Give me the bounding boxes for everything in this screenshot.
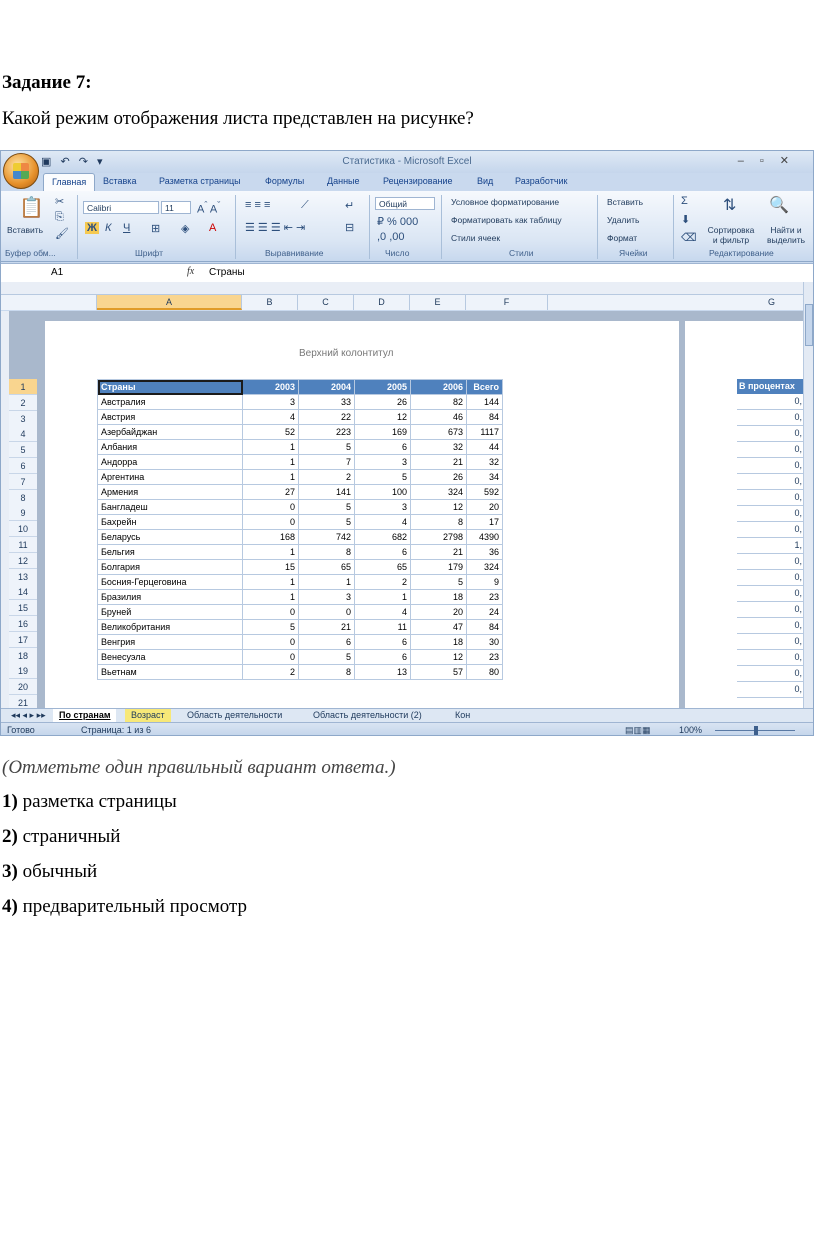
g-cell[interactable]: 0,: [737, 442, 803, 458]
table-cell[interactable]: 6: [299, 635, 355, 650]
table-row: [98, 425, 503, 440]
table-cell[interactable]: 1: [299, 575, 355, 590]
table-cell[interactable]: 8: [411, 515, 467, 530]
borders-icon[interactable]: ⊞: [151, 223, 161, 235]
table-cell[interactable]: Венесуэла: [98, 650, 243, 665]
column-headers: [1, 295, 813, 310]
answer-option-number: 4): [2, 896, 18, 917]
g-cell[interactable]: 0,: [737, 618, 803, 634]
row-header[interactable]: 14: [9, 584, 37, 600]
grow-font-icon[interactable]: $A^ˆ$ $A^ˇ$: [197, 200, 221, 216]
font-color-icon[interactable]: A: [209, 222, 217, 234]
table-cell[interactable]: Бангладеш: [98, 500, 243, 515]
row-header[interactable]: 6: [9, 458, 37, 474]
table-cell[interactable]: Болгария: [98, 560, 243, 575]
table-cell[interactable]: Венгрия: [98, 635, 243, 650]
format-painter-icon[interactable]: 🖌: [55, 228, 69, 240]
table-cell[interactable]: 21: [411, 545, 467, 560]
table-cell[interactable]: 223: [299, 425, 355, 440]
tab-insert[interactable]: Вставка: [103, 176, 137, 186]
g-cell[interactable]: 1,: [737, 538, 803, 554]
group-styles-label: Стили: [509, 248, 534, 258]
table-row: [98, 530, 503, 545]
g-header-cell[interactable]: В процентах: [737, 379, 803, 394]
row-header[interactable]: 9: [9, 505, 37, 521]
table-cell[interactable]: 5: [355, 470, 411, 485]
table-cell[interactable]: 1: [243, 455, 299, 470]
table-cell[interactable]: 8: [299, 545, 355, 560]
ribbon: [1, 191, 813, 262]
g-cell[interactable]: 0,: [737, 634, 803, 650]
g-cell[interactable]: 0,: [737, 586, 803, 602]
answer-option[interactable]: [2, 895, 247, 930]
table-cell[interactable]: 1: [243, 440, 299, 455]
table-row: [98, 515, 503, 530]
answer-option-number: 3): [2, 861, 18, 882]
row-header[interactable]: 10: [9, 521, 37, 537]
table-cell[interactable]: 6: [355, 545, 411, 560]
answer-option-text: разметка страницы: [17, 791, 177, 812]
table-cell[interactable]: Австралия: [98, 395, 243, 410]
table-cell[interactable]: 22: [299, 410, 355, 425]
answer-options: [2, 790, 247, 930]
paste-icon[interactable]: 📋: [19, 197, 44, 219]
table-cell[interactable]: Бельгия: [98, 545, 243, 560]
column-header-c[interactable]: C: [298, 295, 354, 310]
table-cell[interactable]: 1: [243, 575, 299, 590]
table-cell[interactable]: 26: [411, 470, 467, 485]
find-select-button[interactable]: Найти и выделить: [766, 225, 806, 245]
row-header[interactable]: 7: [9, 474, 37, 490]
table-cell[interactable]: Беларусь: [98, 530, 243, 545]
paste-button[interactable]: Вставить: [7, 225, 44, 235]
table-cell[interactable]: 47: [411, 620, 467, 635]
table-cell[interactable]: 682: [355, 530, 411, 545]
table-cell[interactable]: 44: [467, 440, 503, 455]
g-cell[interactable]: 0,: [737, 458, 803, 474]
vertical-scrollbar[interactable]: [803, 282, 813, 708]
table-row: [98, 590, 503, 605]
formula-bar: [1, 263, 813, 283]
task-title: Задание 7:: [2, 72, 92, 93]
table-cell[interactable]: 3: [355, 500, 411, 515]
header-cell[interactable]: 2004: [299, 380, 355, 395]
table-cell[interactable]: 46: [411, 410, 467, 425]
table-cell[interactable]: Албания: [98, 440, 243, 455]
currency-icon[interactable]: ₽ % 000: [377, 216, 419, 228]
sort-filter-button[interactable]: Сортировка и фильтр: [707, 225, 755, 245]
table-cell[interactable]: 6: [355, 635, 411, 650]
group-clipboard-label: Буфер обм...: [5, 248, 56, 258]
window-controls[interactable]: –▫✕: [737, 155, 805, 167]
header-cell[interactable]: 2006: [411, 380, 467, 395]
table-cell[interactable]: 21: [299, 620, 355, 635]
number-format-select[interactable]: Общий: [375, 197, 435, 210]
table-cell[interactable]: 1: [355, 590, 411, 605]
table-cell[interactable]: 82: [411, 395, 467, 410]
task-question: Какой режим отображения листа представлен на рисунке?: [2, 108, 474, 129]
g-cell[interactable]: 0,: [737, 506, 803, 522]
table-cell[interactable]: Великобритания: [98, 620, 243, 635]
table-cell[interactable]: Бразилия: [98, 590, 243, 605]
row-header[interactable]: 20: [9, 679, 37, 695]
sheet-tab-activity[interactable]: Область деятельности: [187, 710, 283, 720]
g-cell[interactable]: 0,: [737, 554, 803, 570]
table-cell[interactable]: 673: [411, 425, 467, 440]
window-title: Статистика - Microsoft Excel: [342, 156, 472, 167]
table-cell[interactable]: Бруней: [98, 605, 243, 620]
tab-view[interactable]: Вид: [477, 176, 494, 186]
table-cell[interactable]: 18: [411, 590, 467, 605]
conditional-format-button[interactable]: Условное форматирование: [451, 197, 560, 207]
table-row: [98, 575, 503, 590]
table-cell[interactable]: Вьетнам: [98, 665, 243, 680]
answer-option-text: страничный: [17, 826, 121, 847]
row-header[interactable]: 16: [9, 616, 37, 632]
table-row: [98, 500, 503, 515]
table-cell[interactable]: 0: [299, 605, 355, 620]
table-cell[interactable]: Армения: [98, 485, 243, 500]
table-cell[interactable]: 30: [467, 635, 503, 650]
table-cell[interactable]: 12: [411, 500, 467, 515]
table-cell[interactable]: 18: [411, 635, 467, 650]
table-cell[interactable]: 11: [355, 620, 411, 635]
table-cell[interactable]: 4390: [467, 530, 503, 545]
table-cell[interactable]: 9: [467, 575, 503, 590]
table-cell[interactable]: 4: [355, 515, 411, 530]
sort-filter-icon[interactable]: ⇅: [723, 197, 737, 214]
header-cell[interactable]: 2005: [355, 380, 411, 395]
column-g-cells: [737, 379, 803, 698]
table-cell[interactable]: 100: [355, 485, 411, 500]
italic-icon[interactable]: К: [105, 222, 112, 234]
table-cell[interactable]: 13: [355, 665, 411, 680]
table-cell[interactable]: 324: [467, 560, 503, 575]
row-header[interactable]: 12: [9, 553, 37, 569]
wrap-text-icon[interactable]: ↵: [345, 200, 355, 212]
g-cell[interactable]: 0,: [737, 394, 803, 410]
font-name-select[interactable]: Calibri: [83, 201, 159, 214]
table-cell[interactable]: 5: [243, 620, 299, 635]
table-cell[interactable]: 5: [299, 500, 355, 515]
fill-icon[interactable]: ⬇: [681, 214, 691, 226]
table-row: [98, 395, 503, 410]
header-cell[interactable]: Страны: [98, 380, 243, 395]
merge-icon[interactable]: ⊟: [345, 222, 355, 234]
g-cell[interactable]: 0,: [737, 570, 803, 586]
table-cell[interactable]: 742: [299, 530, 355, 545]
row-header[interactable]: 1: [9, 379, 37, 395]
status-page: Страница: 1 из 6: [81, 725, 151, 735]
table-cell[interactable]: 65: [355, 560, 411, 575]
format-table-button[interactable]: Форматировать как таблицу: [451, 215, 562, 225]
tab-page-layout[interactable]: Разметка страницы: [159, 176, 241, 186]
sheet-tabs: [1, 708, 813, 723]
horizontal-ruler: [1, 282, 813, 295]
g-cell[interactable]: 0,: [737, 474, 803, 490]
table-cell[interactable]: 4: [355, 605, 411, 620]
table-row: [98, 470, 503, 485]
answer-option-number: 1): [2, 791, 18, 812]
table-cell[interactable]: 144: [467, 395, 503, 410]
table-cell[interactable]: 21: [411, 455, 467, 470]
fill-color-icon[interactable]: ◈: [181, 223, 190, 235]
quick-access-toolbar[interactable]: ▣ ↶ ↷ ▾: [41, 156, 106, 168]
table-row: [98, 560, 503, 575]
row-header[interactable]: 4: [9, 426, 37, 442]
table-cell[interactable]: 6: [355, 440, 411, 455]
column-header-b[interactable]: B: [242, 295, 298, 310]
table-cell[interactable]: 57: [411, 665, 467, 680]
row-header[interactable]: 18: [9, 648, 37, 664]
title-bar: [1, 151, 813, 173]
table-cell[interactable]: 7: [299, 455, 355, 470]
formula-input[interactable]: Страны: [209, 267, 245, 278]
table-cell[interactable]: Австрия: [98, 410, 243, 425]
decimal-icon[interactable]: ,0 ,00: [377, 231, 405, 243]
sheet-tab-activity-2[interactable]: Область деятельности (2): [313, 710, 422, 720]
font-size-select[interactable]: 11: [161, 201, 191, 214]
table-cell[interactable]: 5: [299, 440, 355, 455]
table-header-row: [98, 380, 503, 395]
table-cell[interactable]: 0: [243, 635, 299, 650]
table-cell[interactable]: 23: [467, 650, 503, 665]
answer-option-text: обычный: [17, 861, 98, 882]
table-cell[interactable]: 168: [243, 530, 299, 545]
table-cell[interactable]: 3: [355, 455, 411, 470]
table-cell[interactable]: 12: [355, 410, 411, 425]
group-cells-label: Ячейки: [619, 248, 648, 258]
table-cell[interactable]: 84: [467, 620, 503, 635]
view-buttons-icon[interactable]: ▤▥▦: [625, 725, 651, 735]
table-row: [98, 485, 503, 500]
g-cell[interactable]: 0,: [737, 666, 803, 682]
status-ready: Готово: [7, 725, 35, 735]
copy-icon[interactable]: ⎘: [55, 211, 64, 223]
table-cell[interactable]: 24: [467, 605, 503, 620]
cut-icon[interactable]: ✂: [55, 196, 65, 208]
table-cell[interactable]: 4: [243, 410, 299, 425]
table-cell[interactable]: 592: [467, 485, 503, 500]
underline-icon[interactable]: Ч: [123, 222, 131, 234]
table-cell[interactable]: 6: [355, 650, 411, 665]
row-header[interactable]: 17: [9, 632, 37, 648]
table-cell[interactable]: 27: [243, 485, 299, 500]
table-cell[interactable]: 20: [467, 500, 503, 515]
group-font-label: Шрифт: [135, 248, 163, 258]
table-row: [98, 635, 503, 650]
tab-developer[interactable]: Разработчик: [515, 176, 568, 186]
insert-cells-button[interactable]: Вставить: [607, 197, 644, 207]
row-header[interactable]: 3: [9, 411, 37, 427]
table-cell[interactable]: 5: [411, 575, 467, 590]
table-row: [98, 605, 503, 620]
table-row: [98, 440, 503, 455]
vertical-ruler: [1, 311, 9, 708]
align-top-icon[interactable]: ≡ ≡ ≡: [245, 199, 271, 211]
delete-cells-button[interactable]: Удалить: [607, 215, 640, 225]
g-cell[interactable]: 0,: [737, 410, 803, 426]
table-row: [98, 620, 503, 635]
ribbon-tabs: [39, 173, 813, 191]
row-header[interactable]: 5: [9, 442, 37, 458]
table-cell[interactable]: 1: [243, 545, 299, 560]
g-cell[interactable]: 0,: [737, 522, 803, 538]
table-cell[interactable]: 3: [243, 395, 299, 410]
bold-icon[interactable]: Ж: [87, 222, 97, 234]
status-bar: [1, 722, 813, 736]
column-header-e[interactable]: E: [410, 295, 466, 310]
table-cell[interactable]: 2: [355, 575, 411, 590]
table-cell[interactable]: 0: [243, 650, 299, 665]
row-header[interactable]: 19: [9, 663, 37, 679]
group-alignment-label: Выравнивание: [265, 248, 324, 258]
table-cell[interactable]: 20: [411, 605, 467, 620]
office-button-icon[interactable]: [3, 153, 39, 189]
table-cell[interactable]: 179: [411, 560, 467, 575]
answer-option[interactable]: [2, 860, 247, 895]
g-cell[interactable]: 0,: [737, 682, 803, 698]
g-cell[interactable]: 0,: [737, 490, 803, 506]
table-cell[interactable]: 65: [299, 560, 355, 575]
table-cell[interactable]: 1117: [467, 425, 503, 440]
data-table: [97, 379, 503, 680]
table-cell[interactable]: 36: [467, 545, 503, 560]
tab-home[interactable]: Главная: [43, 173, 95, 191]
table-cell[interactable]: 324: [411, 485, 467, 500]
answer-option-number: 2): [2, 826, 18, 847]
zoom-level[interactable]: 100%: [679, 725, 703, 735]
g-cell[interactable]: 0,: [737, 650, 803, 666]
table-cell[interactable]: 32: [411, 440, 467, 455]
page-header[interactable]: Верхний колонтитул: [299, 348, 394, 359]
table-cell[interactable]: 0: [243, 500, 299, 515]
table-cell[interactable]: 1: [243, 470, 299, 485]
table-row: [98, 410, 503, 425]
table-cell[interactable]: 52: [243, 425, 299, 440]
tab-review[interactable]: Рецензирование: [383, 176, 453, 186]
format-cells-button[interactable]: Формат: [607, 233, 638, 243]
table-cell[interactable]: 5: [299, 650, 355, 665]
header-cell[interactable]: 2003: [243, 380, 299, 395]
answer-option-text: предварительный просмотр: [17, 896, 248, 917]
answer-option[interactable]: [2, 790, 247, 825]
sheet-tab-age[interactable]: Возраст: [125, 709, 171, 722]
table-cell[interactable]: 1: [243, 590, 299, 605]
orientation-icon[interactable]: ⟋: [301, 199, 309, 211]
table-cell[interactable]: Аргентина: [98, 470, 243, 485]
g-cell[interactable]: 0,: [737, 426, 803, 442]
sheet-tab-countries[interactable]: По странам: [53, 709, 116, 722]
group-number-label: Число: [385, 248, 410, 258]
table-cell[interactable]: 5: [299, 515, 355, 530]
row-header[interactable]: 11: [9, 537, 37, 553]
table-cell[interactable]: 33: [299, 395, 355, 410]
table-cell[interactable]: 32: [467, 455, 503, 470]
table-cell[interactable]: 3: [299, 590, 355, 605]
table-cell[interactable]: Азербайджан: [98, 425, 243, 440]
table-cell[interactable]: 0: [243, 515, 299, 530]
tab-data[interactable]: Данные: [327, 176, 360, 186]
table-row: [98, 650, 503, 665]
tab-formulas[interactable]: Формулы: [265, 176, 305, 186]
answer-hint: (Отметьте один правильный вариант ответа.): [2, 757, 396, 778]
table-cell[interactable]: 2: [299, 470, 355, 485]
row-header[interactable]: 21: [9, 695, 37, 711]
table-cell[interactable]: 8: [299, 665, 355, 680]
table-cell[interactable]: 15: [243, 560, 299, 575]
sheet-nav-icon[interactable]: ◂◂ ◂ ▸ ▸▸: [11, 710, 46, 720]
cell-styles-button[interactable]: Стили ячеек: [451, 233, 501, 243]
table-cell[interactable]: Андорра: [98, 455, 243, 470]
table-cell[interactable]: 17: [467, 515, 503, 530]
column-header-f[interactable]: F: [466, 295, 548, 310]
table-cell[interactable]: 26: [355, 395, 411, 410]
table-cell[interactable]: 0: [243, 605, 299, 620]
row-header[interactable]: 13: [9, 569, 37, 585]
column-header-d[interactable]: D: [354, 295, 410, 310]
header-cell[interactable]: Всего: [467, 380, 503, 395]
row-header[interactable]: 2: [9, 395, 37, 411]
table-row: [98, 455, 503, 470]
sheet-tab-more[interactable]: Кон: [455, 710, 471, 720]
table-cell[interactable]: 80: [467, 665, 503, 680]
excel-screenshot: [0, 150, 814, 736]
autosum-icon[interactable]: Σ: [681, 195, 688, 207]
table-row: [98, 545, 503, 560]
table-row: [98, 665, 503, 680]
table-cell[interactable]: 141: [299, 485, 355, 500]
table-cell[interactable]: 169: [355, 425, 411, 440]
table-cell[interactable]: 84: [467, 410, 503, 425]
row-header[interactable]: 15: [9, 600, 37, 616]
table-cell[interactable]: 2: [243, 665, 299, 680]
table-cell[interactable]: 12: [411, 650, 467, 665]
column-header-a[interactable]: A: [97, 295, 242, 310]
fx-icon[interactable]: fx: [187, 266, 195, 277]
answer-option[interactable]: [2, 825, 247, 860]
column-header-g[interactable]: G: [737, 295, 807, 310]
row-header[interactable]: 8: [9, 490, 37, 506]
find-icon[interactable]: 🔍: [769, 197, 789, 214]
align-left-icon[interactable]: ☰ ☰ ☰ ⇤ ⇥: [245, 222, 306, 234]
table-cell[interactable]: 2798: [411, 530, 467, 545]
g-cell[interactable]: 0,: [737, 602, 803, 618]
name-box[interactable]: A1: [51, 267, 64, 278]
table-cell[interactable]: Бахрейн: [98, 515, 243, 530]
clear-icon[interactable]: ⌫: [681, 232, 697, 244]
group-editing-label: Редактирование: [709, 248, 774, 258]
table-cell[interactable]: Босния-Герцеговина: [98, 575, 243, 590]
zoom-thumb[interactable]: [754, 726, 758, 735]
table-cell[interactable]: 34: [467, 470, 503, 485]
table-cell[interactable]: 23: [467, 590, 503, 605]
